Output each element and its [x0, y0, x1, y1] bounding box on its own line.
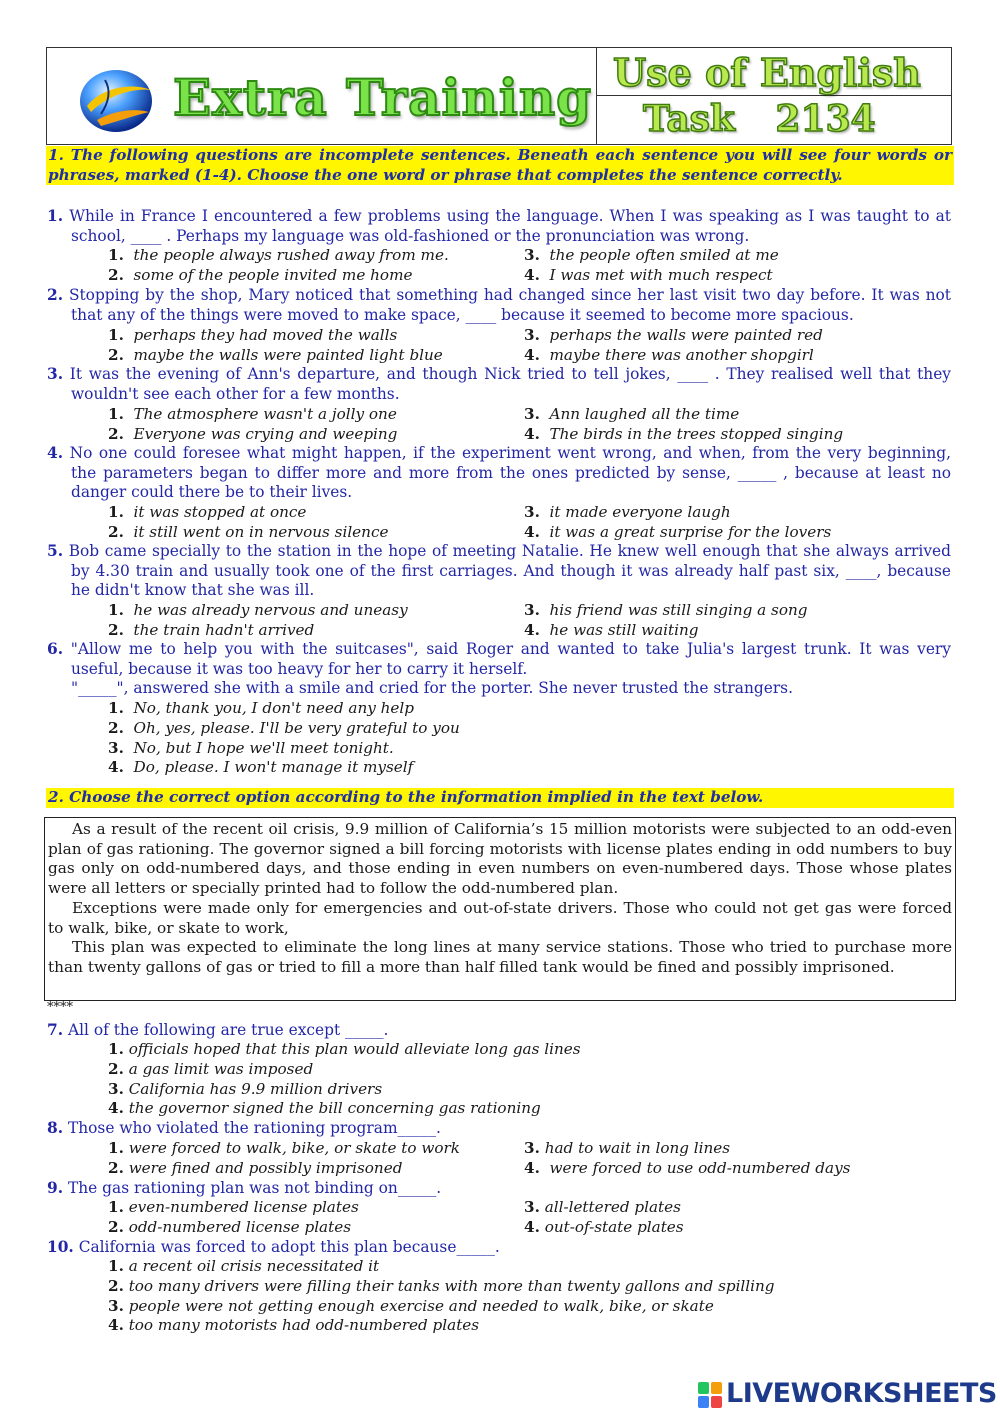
question-5: 5. Bob came specially to the station in the hope of meeting Natalie. He knew well enough that she always arrived by 4.30 train and usually took one of the first carriages. And though it was already half past six, ____, because he didn't know that she was ill.	[47, 542, 951, 600]
logo-text: LIVEWORKSHEETS	[726, 1378, 997, 1409]
header-title-cell	[47, 48, 597, 144]
option-3[interactable]: 3. California has 9.9 million drivers	[108, 1080, 383, 1098]
option-1[interactable]: 1. were forced to walk, bike, or skate to work	[108, 1139, 460, 1157]
subject-row	[597, 48, 951, 96]
option-2[interactable]: 2. too many drivers were filling their tanks with more than twenty gallons and spilling	[108, 1277, 775, 1295]
option-3[interactable]: 3. the people often smiled at me	[524, 246, 779, 264]
question-text: It was the evening of Ann's departure, and though Nick tried to tell jokes, ____ . They realised well that they wouldn't see each other for a few months.	[69, 365, 951, 403]
options-q1	[108, 246, 958, 286]
question-text: No one could foresee what might happen, if the experiment went wrong, and when, from the very beginning, the parameters began to differ more and more from the ones predicted by sense, _____ , because at least no danger could there be to their lives.	[69, 444, 951, 502]
option-2[interactable]: 2. the train hadn't arrived	[108, 621, 315, 639]
reading-passage	[44, 817, 956, 1001]
option-1[interactable]: 1. even-numbered license plates	[108, 1198, 359, 1216]
question-text: Bob came specially to the station in the hope of meeting Natalie. He knew well enough that she always arrived by 4.30 train and usually took one of the first carriages. And though it was already half past six, ____, because he didn't know that she was ill.	[68, 542, 951, 600]
options-q6	[108, 699, 958, 779]
option-3[interactable]: 3. it made everyone laugh	[524, 503, 731, 521]
option-4[interactable]: 4. maybe there was another shopgirl	[524, 346, 814, 364]
option-1[interactable]: 1. perhaps they had moved the walls	[108, 326, 398, 344]
options-q4	[108, 503, 958, 543]
question-1	[47, 207, 951, 246]
option-2[interactable]: 2. Everyone was crying and weeping	[108, 425, 398, 443]
option-4[interactable]: 4. I was met with much respect	[524, 266, 773, 284]
passage-paragraph: Exceptions were made only for emergencies and out-of-state drivers. Those who could not get gas were forced to walk, bike, or skate to work,	[48, 898, 952, 937]
option-4[interactable]: 4. Do, please. I won't manage it myself	[108, 758, 414, 776]
option-3[interactable]: 3. perhaps the walls were painted red	[524, 326, 823, 344]
option-3[interactable]: 3. his friend was still singing a song	[524, 601, 808, 619]
worksheet-header	[46, 47, 952, 145]
options-q10	[108, 1257, 958, 1337]
option-4[interactable]: 4. it was a great surprise for the lovers	[524, 523, 832, 541]
option-3[interactable]: 3. all-lettered plates	[524, 1198, 681, 1216]
question-text: All of the following are true except _____.	[67, 1021, 389, 1039]
brand-title: Extra Training	[173, 68, 593, 127]
option-2[interactable]: 2. a gas limit was imposed	[108, 1060, 314, 1078]
question-9: 9. The gas rationing plan was not binding on_____.	[47, 1179, 442, 1197]
option-2[interactable]: 2. maybe the walls were painted light blue	[108, 346, 443, 364]
option-3[interactable]: 3. Ann laughed all the time	[524, 405, 740, 423]
option-3[interactable]: 3. No, but I hope we'll meet tonight.	[108, 739, 394, 757]
option-1[interactable]: 1. No, thank you, I don't need any help	[108, 699, 414, 717]
question-10: 10. California was forced to adopt this plan because_____.	[47, 1238, 500, 1256]
question-text: The gas rationing plan was not binding on_____.	[67, 1179, 442, 1197]
option-4[interactable]: 4. The birds in the trees stopped singing	[524, 425, 844, 443]
option-4[interactable]: 4. were forced to use odd-numbered days	[524, 1159, 851, 1177]
option-2[interactable]: 2. it still went on in nervous silence	[108, 523, 389, 541]
option-4[interactable]: 4. out-of-state plates	[524, 1218, 684, 1236]
option-4[interactable]: 4. too many motorists had odd-numbered plates	[108, 1316, 480, 1334]
options-q8	[108, 1139, 958, 1179]
options-q3	[108, 405, 958, 445]
question-text: While in France I encountered a few problems using the language. When I was speaking as I was taught to at school, ____ . Perhaps my language was old-fashioned or the pronunciation was wrong.	[69, 207, 951, 245]
option-3[interactable]: 3. had to wait in long lines	[524, 1139, 731, 1157]
question-6: 6. "Allow me to help you with the suitcases", said Roger and wanted to take Julia's largest trunk. It was very useful, because it was too heavy for her to carry it herself. "_____", answered she with a smile and cried for the porter. She never trusted the strangers.	[47, 640, 951, 698]
option-4[interactable]: 4. he was still waiting	[524, 621, 699, 639]
question-4: 4. No one could foresee what might happen, if the experiment went wrong, and when, from the very beginning, the parameters began to differ more and more from the ones predicted by sense, _____ , because at least no danger could there be to their lives.	[47, 444, 951, 502]
option-2[interactable]: 2. odd-numbered license plates	[108, 1218, 351, 1236]
option-1[interactable]: 1. The atmosphere wasn't a jolly one	[108, 405, 397, 423]
passage-paragraph: As a result of the recent oil crisis, 9.9 million of California’s 15 million motorists were subjected to an odd-even plan of gas rationing. The governor signed a bill forcing motorists with license plates ending in odd numbers to buy gas only on odd-numbered days, and those ending in even numbers on even-numbered days. Those whose plates were all letters or specially printed had to follow the odd-numbered plan.	[48, 820, 952, 898]
separator-stars: ****	[47, 1000, 73, 1015]
question-text: Stopping by the shop, Mary noticed that something had changed since her last visit two day before. It was not that any of the things were moved to make space, ____ because it seemed to become more spacious.	[68, 286, 951, 324]
option-2[interactable]: 2. Oh, yes, please. I'll be very grateful to you	[108, 719, 460, 737]
options-q7	[108, 1040, 958, 1120]
question-number: 1.	[47, 207, 64, 225]
option-1[interactable]: 1. it was stopped at once	[108, 503, 307, 521]
option-3[interactable]: 3. people were not getting enough exercise and needed to walk, bike, or skate	[108, 1297, 714, 1315]
globe-icon	[75, 68, 157, 134]
header-subject-cell	[597, 48, 951, 144]
option-1[interactable]: 1. officials hoped that this plan would alleviate long gas lines	[108, 1040, 581, 1058]
option-4[interactable]: 4. the governor signed the bill concerning gas rationing	[108, 1099, 541, 1117]
question-2: 2. Stopping by the shop, Mary noticed that something had changed since her last visit two day before. It was not that any of the things were moved to make space, ____ because it seemed to become more spacious.	[47, 286, 951, 324]
question-text: California was forced to adopt this plan because_____.	[78, 1238, 500, 1256]
question-text-continued: "_____", answered she with a smile and cried for the porter. She never trusted the strangers.	[71, 679, 793, 698]
section1-instruction: 1. The following questions are incomplete sentences. Beneath each sentence you will see four words or phrases, marked (1-4). Choose the one word or phrase that completes the sentence correctly.	[48, 146, 952, 184]
option-2[interactable]: 2. were fined and possibly imprisoned	[108, 1159, 403, 1177]
question-text: "Allow me to help you with the suitcases", said Roger and wanted to take Julia's largest trunk. It was very useful, because it was too heavy for her to carry it herself.	[70, 640, 951, 678]
passage-paragraph: This plan was expected to eliminate the long lines at many service stations. Those who tried to purchase more than twenty gallons of gas or tried to fill a more than half filled tank would be fined and possibly imprisoned.	[48, 938, 952, 976]
question-3: 3. It was the evening of Ann's departure, and though Nick tried to tell jokes, ____ . They realised well that they wouldn't see each other for a few months.	[47, 365, 951, 403]
option-1[interactable]: 1. a recent oil crisis necessitated it	[108, 1257, 380, 1275]
question-text: Those who violated the rationing program_____.	[67, 1119, 441, 1137]
option-1[interactable]: 1. he was already nervous and uneasy	[108, 601, 408, 619]
task-number: Task 2134	[643, 98, 876, 140]
options-q5	[108, 601, 958, 641]
options-q2	[108, 326, 958, 366]
option-2[interactable]: 2. some of the people invited me home	[108, 266, 413, 284]
subject-title: Use of English	[613, 50, 921, 95]
question-8: 8. Those who violated the rationing program_____.	[47, 1119, 441, 1137]
option-1[interactable]: 1. the people always rushed away from me.	[108, 246, 449, 264]
section2-instruction: 2. Choose the correct option according to the information implied in the text below.	[46, 788, 954, 808]
question-7: 7. All of the following are true except _____.	[47, 1021, 389, 1039]
liveworksheets-mark-icon	[698, 1382, 722, 1408]
options-q9	[108, 1198, 958, 1238]
